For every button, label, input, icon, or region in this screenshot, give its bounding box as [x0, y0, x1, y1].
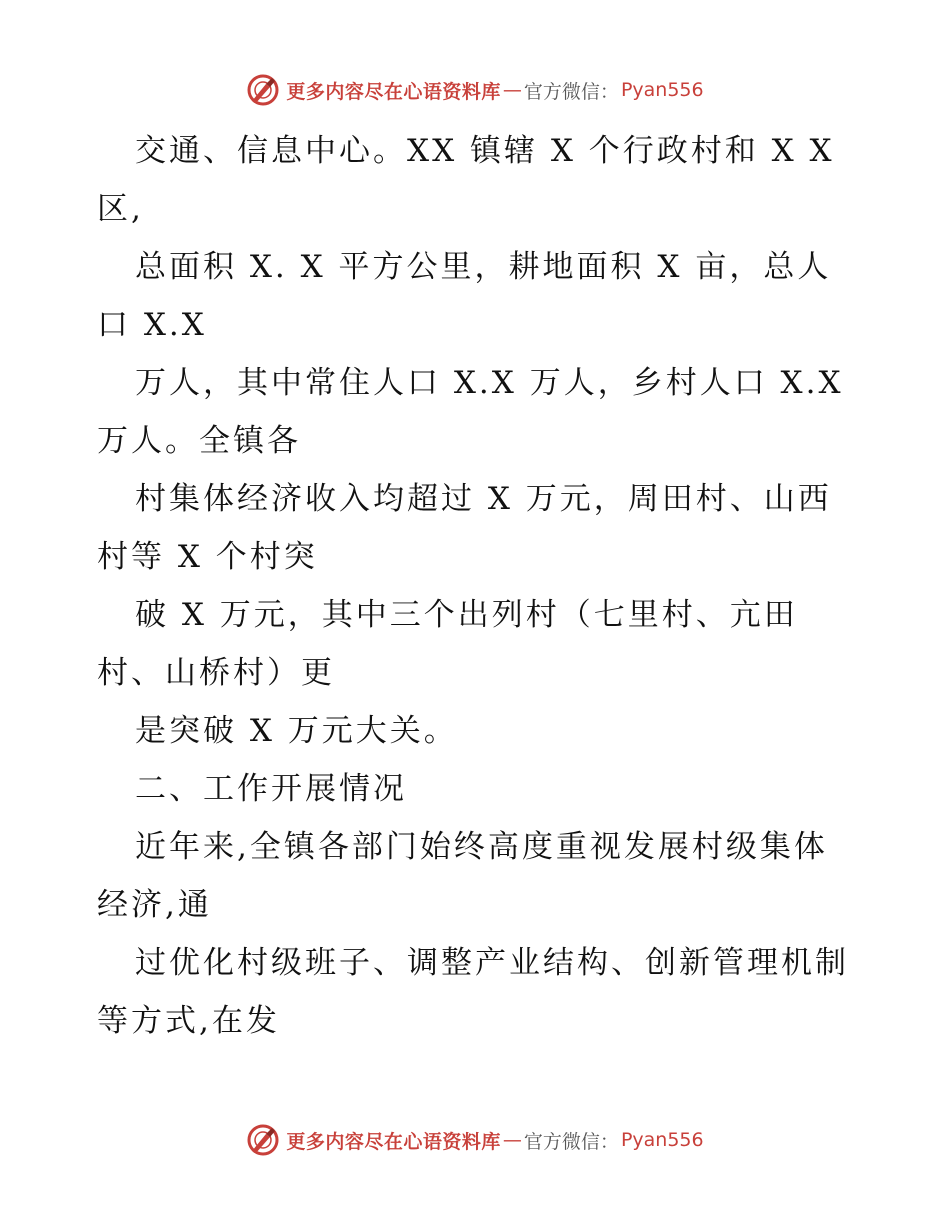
doc-line: 万人。全镇各: [97, 423, 301, 459]
doc-line: 交通、信息中心。XX 镇辖 X 个行政村和 X X: [135, 133, 835, 169]
doc-line: 等方式,在发: [97, 1003, 280, 1039]
watermark-title: 更多内容尽在心语资料库: [286, 80, 501, 103]
watermark-separator: —: [502, 79, 522, 101]
watermark-footer: [0, 1120, 950, 1160]
pen-logo-icon: [246, 1123, 280, 1157]
doc-line: 村、山桥村）更: [97, 655, 335, 691]
doc-line: 村集体经济收入均超过 X 万元，周田村、山西: [135, 481, 832, 517]
watermark-separator: —: [502, 1129, 522, 1151]
doc-line: 口 X.X: [97, 307, 207, 343]
section-heading: 二、工作开展情况: [135, 771, 407, 807]
doc-line: 过优化村级班子、调整产业结构、创新管理机制: [135, 945, 849, 981]
doc-line: 总面积 X. X 平方公里，耕地面积 X 亩，总人: [135, 249, 832, 285]
doc-line: 经济,通: [97, 887, 212, 923]
watermark-id: Pyan556: [620, 79, 704, 101]
doc-line: 破 X 万元，其中三个出列村（七里村、亢田: [135, 597, 798, 633]
watermark-label: 官方微信：: [523, 80, 619, 103]
doc-line: 万人，其中常住人口 X.X 万人，乡村人口 X.X: [135, 365, 844, 401]
document-body: [97, 122, 857, 1050]
watermark-title: 更多内容尽在心语资料库: [286, 1130, 501, 1153]
pen-logo-icon: [246, 73, 280, 107]
doc-line: 村等 X 个村突: [97, 539, 318, 575]
doc-line: 近年来,全镇各部门始终高度重视发展村级集体: [135, 829, 828, 865]
doc-line: 区,: [97, 191, 144, 227]
watermark-label: 官方微信：: [523, 1130, 619, 1153]
watermark-header: [0, 70, 950, 110]
watermark-id: Pyan556: [620, 1129, 704, 1151]
doc-line: 是突破 X 万元大关。: [135, 713, 458, 749]
